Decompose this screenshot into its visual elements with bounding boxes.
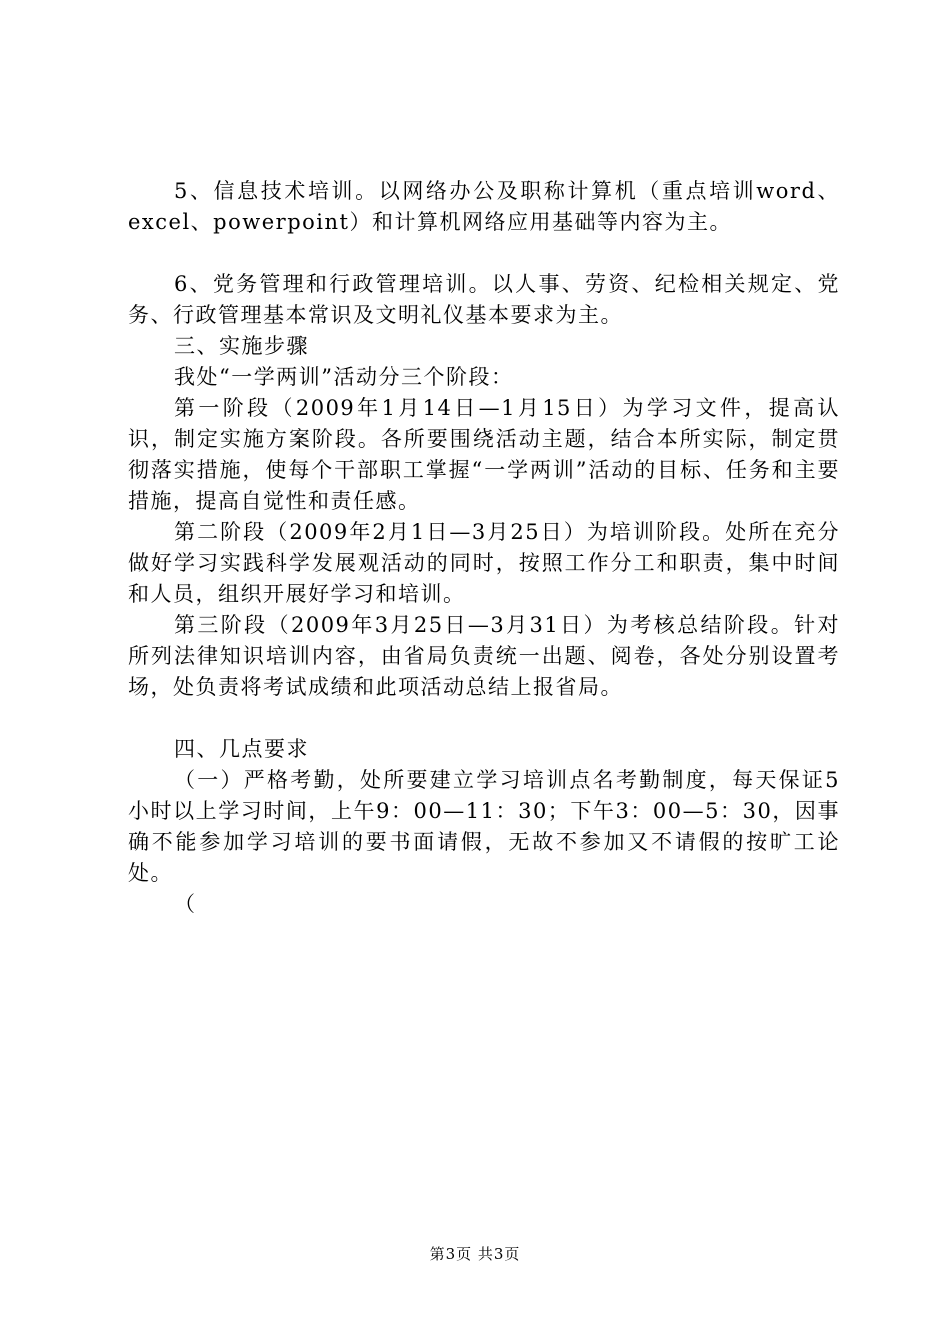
paragraph-stage-three: 第三阶段（2009年3月25日—3月31日）为考核总结阶段。针对所列法律知识培训内容，由省局负责统一出题、阅卷，各处分别设置考场，处负责将考试成绩和此项活动总结上报省局。	[128, 613, 840, 699]
paragraph-stage-one: 第一阶段（2009年1月14日—1月15日）为学习文件，提高认识，制定实施方案阶段。各所要围绕活动主题，结合本所实际，制定贯彻落实措施，使每个干部职工掌握“一学两训”活动的目标、任务和主要措施，提高自觉性和责任感。	[128, 396, 840, 513]
section-heading-implementation-steps: 三、实施步骤	[174, 334, 309, 358]
paragraph-requirement-one: （一）严格考勤，处所要建立学习培训点名考勤制度，每天保证5小时以上学习时间，上午9：00—11：30；下午3：00—5：30，因事确不能参加学习培训的要书面请假，无故不参加又不请假的按旷工论处。	[128, 768, 840, 885]
paragraph-party-admin-training: 6、党务管理和行政管理培训。以人事、劳资、纪检相关规定、党务、行政管理基本常识及文明礼仪基本要求为主。	[128, 272, 840, 327]
paragraph-info-tech-training: 5、信息技术培训。以网络办公及职称计算机（重点培训word、excel、powerpoint）和计算机网络应用基础等内容为主。	[128, 179, 840, 234]
paragraph-stages-intro: 我处“一学两训”活动分三个阶段：	[174, 365, 514, 389]
page-footer: 第3页 共3页	[429, 1245, 521, 1263]
paragraph-requirement-two-fragment: （	[174, 892, 197, 916]
document-body	[128, 176, 840, 920]
section-heading-requirements: 四、几点要求	[174, 737, 309, 761]
paragraph-stage-two: 第二阶段（2009年2月1日—3月25日）为培训阶段。处所在充分做好学习实践科学发展观活动的同时，按照工作分工和职责，集中时间和人员，组织开展好学习和培训。	[128, 520, 840, 606]
